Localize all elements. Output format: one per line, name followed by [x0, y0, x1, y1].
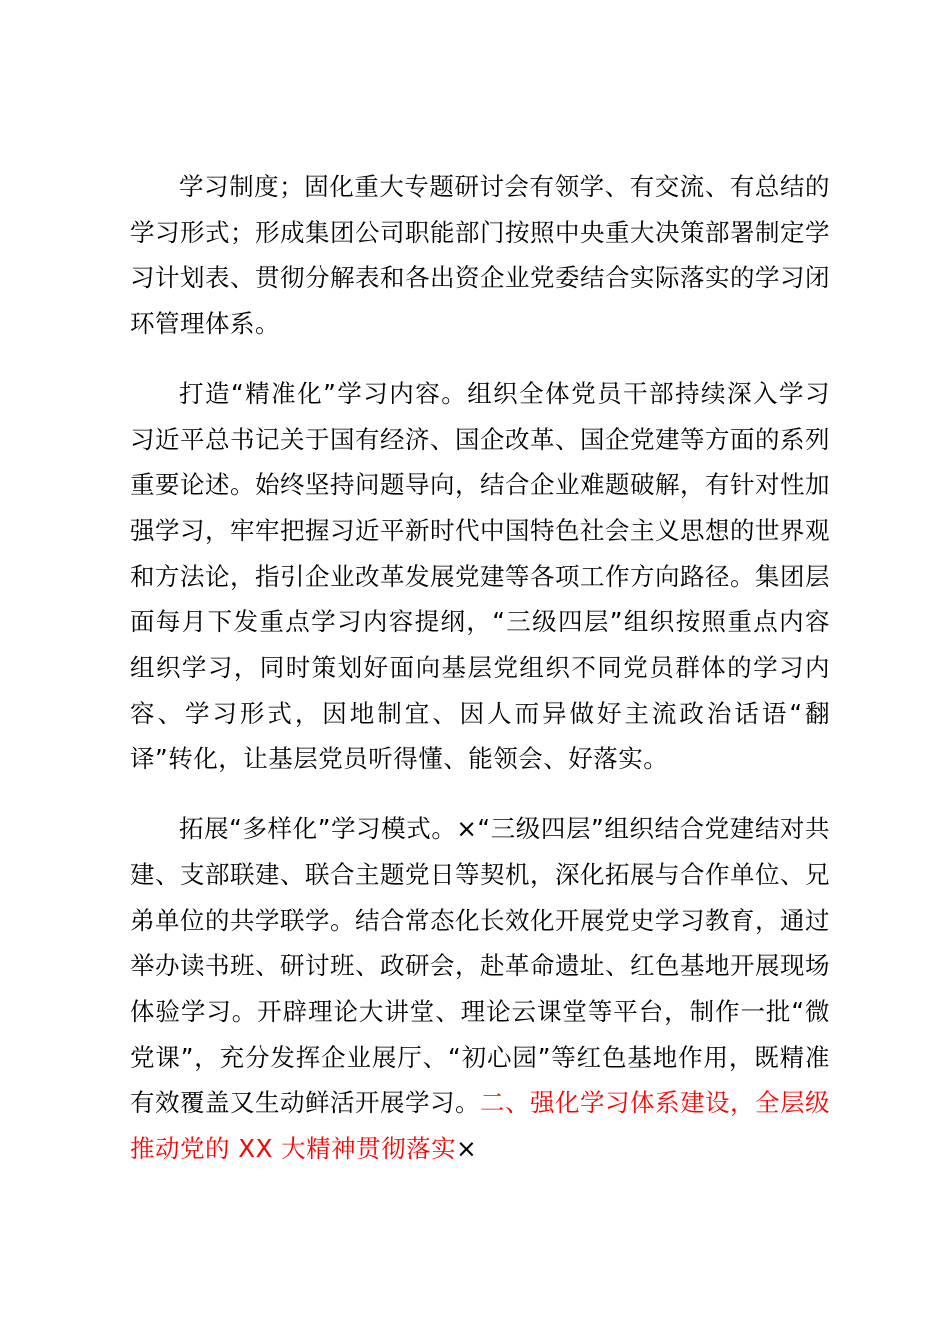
- document-body: [130, 164, 830, 1196]
- section-heading-two: 二、强化学习体系建设，全层级推动党的 XX 大精神贯彻落实: [130, 1088, 830, 1164]
- paragraph-diverse-modes: [130, 806, 830, 1172]
- trailing-mark: ×: [456, 1134, 478, 1164]
- paragraph-diverse-modes-text: 拓展“多样化”学习模式。×“三级四层”组织结合党建结对共建、支部联建、联合主题党日等契机，深化拓展与合作单位、兄弟单位的共学联学。结合常态化长效化开展党史学习教育，通过举办读书班、研讨班、政研会，赴革命遗址、红色基地开展现场体验学习。开辟理论大讲堂、理论云课堂等平台，制作一批“微党课”，充分发挥企业展厅、“初心园”等红色基地作用，既精准有效覆盖又生动鲜活开展学习。: [130, 814, 830, 1118]
- paragraph-learning-system: 学习制度；固化重大专题研讨会有领学、有交流、有总结的学习形式；形成集团公司职能部门按照中央重大决策部署制定学习计划表、贯彻分解表和各出资企业党委结合实际落实的学习闭环管理体系。: [130, 172, 830, 339]
- paragraph-precise-content: 打造“精准化”学习内容。组织全体党员干部持续深入学习习近平总书记关于国有经济、国企改革、国企党建等方面的系列重要论述。始终坚持问题导向，结合企业难题破解，有针对性加强学习，牢牢把握习近平新时代中国特色社会主义思想的世界观和方法论，指引企业改革发展党建等各项工作方向路径。集团层面每月下发重点学习内容提纲，“三级四层”组织按照重点内容组织学习，同时策划好面向基层党组织不同党员群体的学习内容、学习形式，因地制宜、因人而异做好主流政治话语“翻译”转化，让基层党员听得懂、能领会、好落实。: [130, 378, 830, 774]
